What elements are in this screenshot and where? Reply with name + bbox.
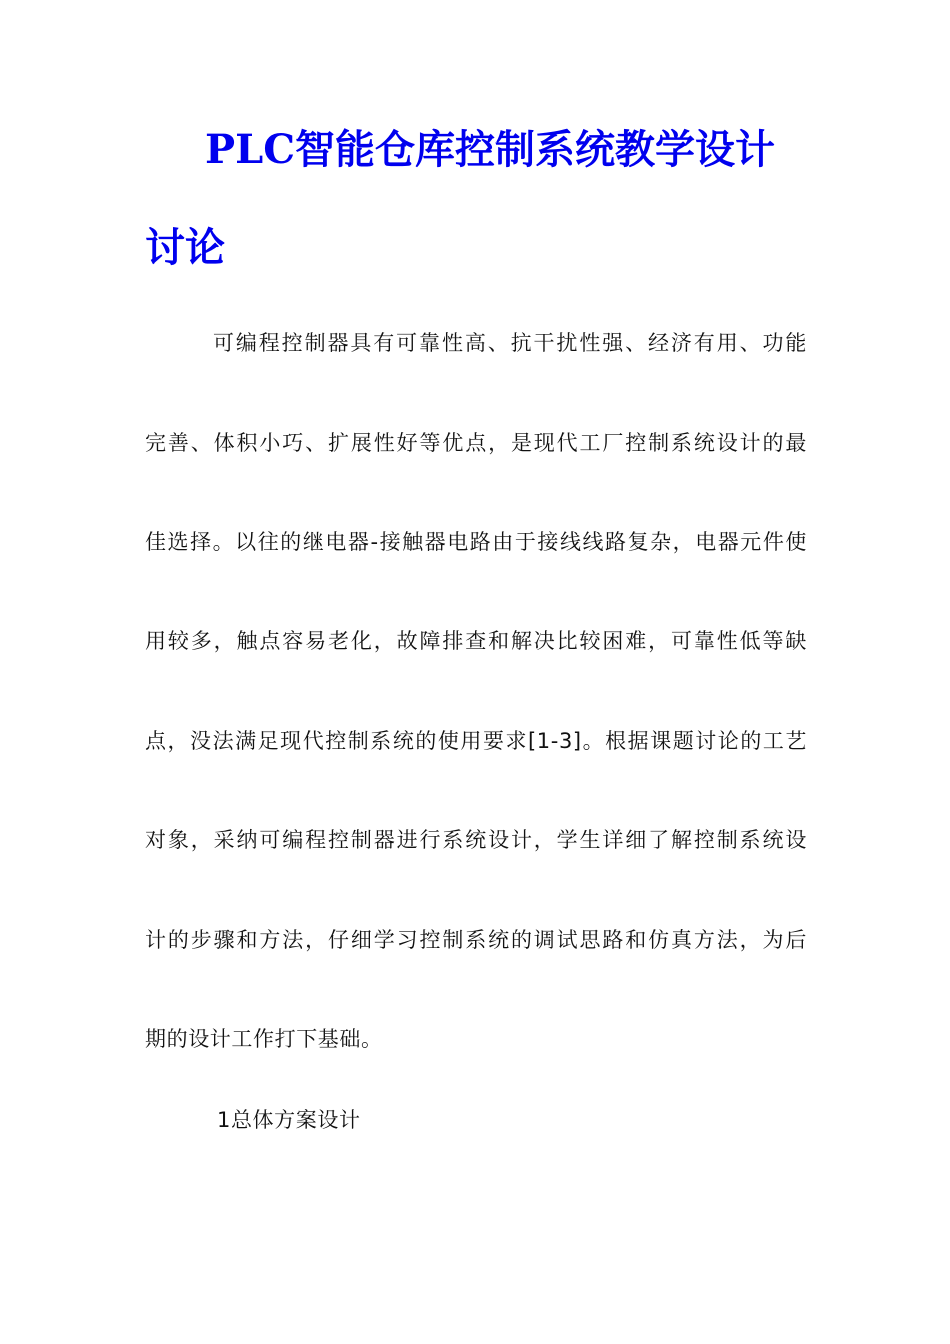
paragraph-line-7: 计的步骤和方法，仔细学习控制系统的调试思路和仿真方法，为后 [145, 928, 807, 952]
paragraph-line-5: 点，没法满足现代控制系统的使用要求[1-3]。根据课题讨论的工艺 [145, 729, 807, 753]
paragraph-line-4: 用较多，触点容易老化，故障排查和解决比较困难，可靠性低等缺 [145, 629, 807, 653]
paragraph-line-2: 完善、体积小巧、扩展性好等优点，是现代工厂控制系统设计的最 [145, 431, 807, 455]
paragraph-line-1: 可编程控制器具有可靠性高、抗干扰性强、经济有用、功能 [213, 331, 807, 355]
document-title-line-2: 讨论 [145, 224, 225, 271]
document-title-line-1: PLC智能仓库控制系统教学设计 [205, 126, 776, 173]
paragraph-line-6: 对象，采纳可编程控制器进行系统设计，学生详细了解控制系统设 [145, 828, 807, 852]
paragraph-line-8: 期的设计工作打下基础。 [145, 1027, 383, 1051]
paragraph-line-3: 佳选择。以往的继电器-接触器电路由于接线线路复杂，电器元件使 [145, 530, 807, 554]
section-heading: 1总体方案设计 [217, 1108, 361, 1132]
